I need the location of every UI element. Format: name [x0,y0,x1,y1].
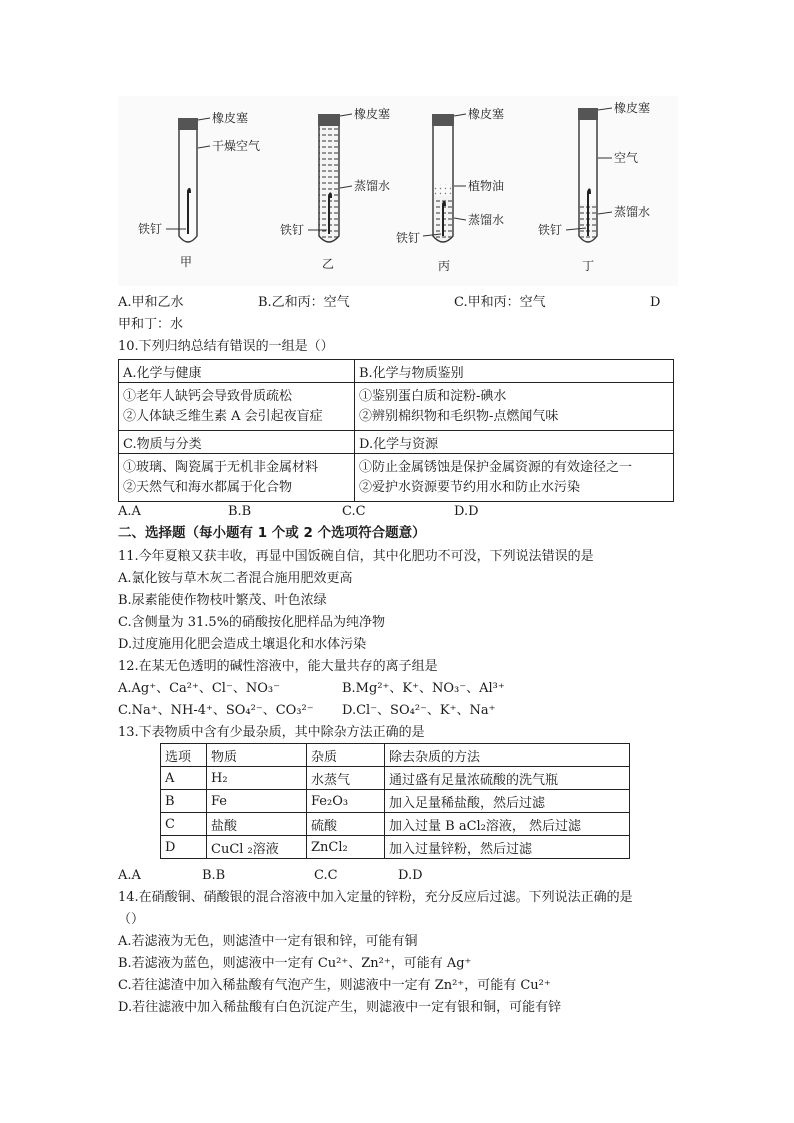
q13-table [160,743,630,859]
q14-option-b[interactable]: B.若滤液为蓝色，则滤液中一定有 Cu²⁺、Zn²⁺，可能有 Ag⁺ [118,956,472,971]
table-cell: ZnCl₂ [307,836,385,859]
q10-option-c[interactable]: C.C [342,504,366,519]
q9-option-d[interactable]: D [650,295,661,310]
q10-d-content [355,454,674,502]
tube-name-yi: 乙 [322,257,335,271]
q14-option-c[interactable]: C.若往滤渣中加入稀盐酸有气泡产生，则滤液中一定有 Zn²⁺，可能有 Cu²⁺ [118,978,551,993]
label-stopper-ding: 橡皮塞 [614,101,651,115]
label-stopper-yi: 橡皮塞 [354,107,391,121]
q10-option-a[interactable]: A.A [118,504,141,519]
q10-c-title: C.物质与分类 [119,431,355,454]
table-cell: Fe₂O₃ [307,790,385,813]
table-cell: CuCl ₂溶液 [207,836,307,859]
tube-yi [280,106,390,271]
q13-option-b[interactable]: B.B [202,868,226,883]
table-cell: 加入足量稀盐酸，然后过滤 [385,790,630,813]
q10-option-d[interactable]: D.D [454,504,479,519]
q10-b-item-2: ②辨别棉织物和毛织物-点燃闻气味 [359,408,559,424]
q11-option-d[interactable]: D.过度施用化肥会造成土壤退化和水体污染 [118,637,367,652]
q13-header-cell: 除去杂质的方法 [385,744,630,767]
q14-paren: （） [118,912,145,927]
table-cell: D [161,836,207,859]
q10-table [118,359,674,502]
q14-option-d[interactable]: D.若往滤液中加入稀盐酸有白色沉淀产生，则滤液中一定有银和铜，可能有锌 [118,1000,562,1015]
q10-b-title: B.化学与物质鉴别 [355,360,674,383]
table-row [161,813,630,836]
label-stopper-jia: 橡皮塞 [212,111,249,125]
tube-bing [396,106,504,273]
q9-option-d-text: 甲和丁：水 [118,317,184,332]
tube-name-jia: 甲 [180,255,193,269]
label-air: 空气 [614,151,639,165]
table-row [161,767,630,790]
label-dry-air: 干燥空气 [212,139,261,153]
q9-option-b[interactable]: B.乙和丙：空气 [258,295,350,310]
label-stopper-bing: 橡皮塞 [468,107,505,121]
q13-header-row [161,744,630,767]
stopper-jia [178,118,198,130]
tube-name-ding: 丁 [582,259,595,273]
q13-option-d[interactable]: D.D [398,868,423,883]
q10-stem: 10.下列归纳总结有错误的一组是（） [118,339,334,354]
table-cell: 硫酸 [307,813,385,836]
q10-option-b[interactable]: B.B [228,504,252,519]
stopper-ding [578,108,598,120]
table-cell: 盐酸 [207,813,307,836]
q10-c-content [119,454,355,502]
test-tube-diagram [118,96,678,286]
q11-option-a[interactable]: A.氯化铵与草木灰二者混合施用肥效更高 [118,571,353,586]
table-cell: 加入过量锌粉，然后过滤 [385,836,630,859]
section-2-title: 二、选择题（每小题有 1 个或 2 个选项符合题意） [118,525,426,541]
table-row [161,836,630,859]
q13-header-cell: 杂质 [307,744,385,767]
q13-header-cell: 选项 [161,744,207,767]
q10-a-title: A.化学与健康 [119,360,355,383]
table-cell: B [161,790,207,813]
table-cell: Fe [207,790,307,813]
q13-option-c[interactable]: C.C [314,868,338,883]
q12-stem: 12.在某无色透明的碱性溶液中，能大量共存的离子组是 [118,659,438,674]
table-cell: A [161,767,207,790]
label-nail-bing: 铁钉 [396,231,421,245]
table-cell: H₂ [207,767,307,790]
q10-d-item-1: ①防止金属锈蚀是保护金属资源的有效途径之一 [359,459,633,475]
q10-d-item-2: ②爱护水资源要节约用水和防止水污染 [359,479,581,495]
label-oil: 植物油 [468,179,505,193]
q10-b-content [355,383,674,431]
test-tube-figure [118,96,678,286]
q10-c-item-2: ②天然气和海水都属于化合物 [123,479,293,495]
stopper-bing [432,114,454,126]
label-water-ding: 蒸馏水 [614,205,651,219]
table-cell: 通过盛有足量浓硫酸的洗气瓶 [385,767,630,790]
q12-option-c[interactable]: C.Na⁺、NH-4⁺、SO₄²⁻、CO₃²⁻ [118,703,314,718]
q12-option-d[interactable]: D.Cl⁻、SO₄²⁻、K⁺、Na⁺ [342,703,496,718]
q12-option-a[interactable]: A.Ag⁺、Ca²⁺、Cl⁻、NO₃⁻ [118,681,280,696]
tube-ding [538,100,650,273]
q10-b-item-1: ①鉴别蛋白质和淀粉-碘水 [359,388,507,404]
label-nail-ding: 铁钉 [538,223,563,237]
q13-stem: 13.下表物质中含有少最杂质，其中除杂方法正确的是 [118,725,425,740]
q10-c-item-1: ①玻璃、陶瓷属于无机非金属材料 [123,459,319,475]
q12-option-b[interactable]: B.Mg²⁺、K⁺、NO₃⁻、Al³⁺ [342,681,505,696]
q10-a-content [119,383,355,431]
q11-stem: 11.今年夏粮又获丰收，再显中国饭碗自信，其中化肥功不可没，下列说法错误的是 [118,549,594,564]
table-cell: 水蒸气 [307,767,385,790]
label-water-bing: 蒸馏水 [468,213,505,227]
label-nail-yi: 铁钉 [280,223,305,237]
q9-option-a[interactable]: A.甲和乙水 [118,295,184,310]
q9-option-c[interactable]: C.甲和丙：空气 [454,295,546,310]
tube-name-bing: 丙 [438,259,451,273]
q13-option-a[interactable]: A.A [118,868,141,883]
table-row [161,790,630,813]
q14-option-a[interactable]: A.若滤液为无色，则滤渣中一定有银和锌，可能有铜 [118,934,418,949]
stopper-yi [318,114,340,126]
q10-a-item-1: ①老年人缺钙会导致骨质疏松 [123,388,293,404]
q11-option-b[interactable]: B.尿素能使作物枝叶繁茂、叶色浓绿 [118,593,327,608]
q10-d-title: D.化学与资源 [355,431,674,454]
table-cell: C [161,813,207,836]
table-cell: 加入过量 B aCl₂溶液， 然后过滤 [385,813,630,836]
q14-stem: 14.在硝酸铜、硝酸银的混合溶液中加入定量的锌粉，充分反应后过滤。下列说法正确的是 [118,890,633,905]
q11-option-c[interactable]: C.含侧量为 31.5%的硝酸按化肥样品为纯净物 [118,615,386,630]
label-nail-jia: 铁钉 [138,222,163,236]
q13-header-cell: 物质 [207,744,307,767]
tube-jia [138,110,260,269]
label-water-yi: 蒸馏水 [354,179,391,193]
q10-a-item-2: ②人体缺乏维生素 A 会引起夜盲症 [123,408,323,424]
